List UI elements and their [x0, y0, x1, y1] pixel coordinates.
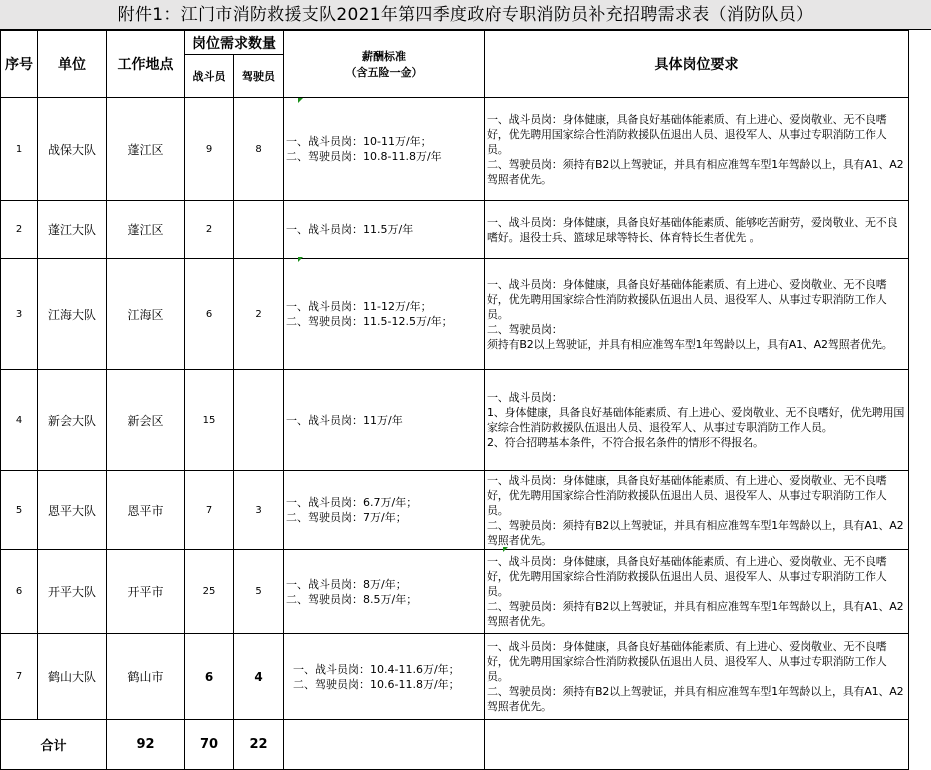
row-driver: 5: [234, 550, 284, 634]
totals-row: [1, 720, 909, 770]
cell-comment-marker: [298, 257, 303, 262]
row-index: 6: [1, 550, 38, 634]
totals-fighter: 70: [185, 720, 234, 770]
row-driver: 2: [234, 259, 284, 370]
row-location: 开平市: [107, 550, 185, 634]
row-index: 5: [1, 471, 38, 550]
table-row: [1, 259, 909, 370]
header-unit: 单位: [38, 31, 107, 98]
row-salary: 一、战斗员岗：10.4-11.6万/年； 二、驾驶员岗：10.6-11.8万/年；: [284, 634, 485, 720]
row-driver: 4: [234, 634, 284, 720]
row-index: 3: [1, 259, 38, 370]
row-fighter: 9: [185, 98, 234, 201]
row-unit: 开平大队: [38, 550, 107, 634]
row-salary: 一、战斗员岗：11-12万/年； 二、驾驶员岗：11.5-12.5万/年；: [284, 259, 485, 370]
row-driver: [234, 370, 284, 471]
row-unit: 战保大队: [38, 98, 107, 201]
row-fighter: 25: [185, 550, 234, 634]
header-row: [1, 31, 909, 55]
table-row: [1, 370, 909, 471]
row-location: 新会区: [107, 370, 185, 471]
header-location: 工作地点: [107, 31, 185, 98]
row-requirements: 一、战斗员岗：身体健康，具备良好基础体能素质、能够吃苦耐劳，爱岗敬业、无不良嗜好。退役士兵、篮球足球等特长、体育特长生者优先 。: [485, 201, 909, 259]
header-fighter: 战斗员: [185, 55, 234, 98]
row-index: 1: [1, 98, 38, 201]
row-salary: 一、战斗员岗：8万/年； 二、驾驶员岗：8.5万/年；: [284, 550, 485, 634]
table-row: [1, 634, 909, 720]
row-requirements: 一、战斗员岗：身体健康，具备良好基础体能素质、有上进心、爱岗敬业、无不良嗜好，优先聘用国家综合性消防救援队伍退出人员、退役军人、从事过专职消防工作人员。 二、驾驶员岗：须持有B2以上驾驶证，并具有相应准驾车型1年驾龄以上，具有A1、A2驾照者优先。: [485, 471, 909, 550]
row-location: 鹤山市: [107, 634, 185, 720]
header-positions: 岗位需求数量: [185, 31, 284, 55]
row-requirements: 一、战斗员岗：身体健康，具备良好基础体能素质、有上进心、爱岗敬业、无不良嗜好，优先聘用国家综合性消防救援队伍退出人员、退役军人、从事过专职消防工作人员。 二、驾驶员岗：须持有B2以上驾驶证，并具有相应准驾车型1年驾龄以上，具有A1、A2驾照者优先。: [485, 550, 909, 634]
row-unit: 新会大队: [38, 370, 107, 471]
cell-comment-marker: [503, 547, 508, 552]
row-unit: 鹤山大队: [38, 634, 107, 720]
row-requirements: 一、战斗员岗：身体健康，具备良好基础体能素质、有上进心、爱岗敬业、无不良嗜好，优先聘用国家综合性消防救援队伍退出人员、退役军人、从事过专职消防工作人员。 二、驾驶员岗：须持有B2以上驾驶证，并具有相应准驾车型1年驾龄以上，具有A1、A2驾照者优先。: [485, 98, 909, 201]
row-salary: 一、战斗员岗：11万/年: [284, 370, 485, 471]
totals-salary: [284, 720, 485, 770]
row-unit: 恩平大队: [38, 471, 107, 550]
table-row: [1, 201, 909, 259]
table-row: [1, 98, 909, 201]
header-salary: [284, 31, 485, 98]
header-salary-sub: （含五险一金）: [345, 66, 423, 79]
header-driver: 驾驶员: [234, 55, 284, 98]
row-fighter: 7: [185, 471, 234, 550]
header-index: 序号: [1, 31, 38, 98]
row-unit: 蓬江大队: [38, 201, 107, 259]
row-unit: 江海大队: [38, 259, 107, 370]
totals-location: 92: [107, 720, 185, 770]
table-row: [1, 471, 909, 550]
row-location: 蓬江区: [107, 201, 185, 259]
row-index: 2: [1, 201, 38, 259]
row-requirements: 一、战斗员岗： 1、身体健康，具备良好基础体能素质、有上进心、爱岗敬业、无不良嗜好，优先聘用国家综合性消防救援队伍退出人员、退役军人、从事过专职消防工作人员。 2、符合招聘基本条件，不符合报名条件的情形不得报名。: [485, 370, 909, 471]
row-location: 恩平市: [107, 471, 185, 550]
row-location: 蓬江区: [107, 98, 185, 201]
row-requirements: 一、战斗员岗：身体健康，具备良好基础体能素质、有上进心、爱岗敬业、无不良嗜好，优先聘用国家综合性消防救援队伍退出人员、退役军人、从事过专职消防工作人员。 二、驾驶员岗： 须持有B2以上驾驶证，并具有相应准驾车型1年驾龄以上，具有A1、A2驾照者优先。: [485, 259, 909, 370]
header-salary-title: 薪酬标准: [362, 50, 406, 63]
row-driver: 8: [234, 98, 284, 201]
row-location: 江海区: [107, 259, 185, 370]
row-index: 4: [1, 370, 38, 471]
row-salary: 一、战斗员岗：11.5万/年: [284, 201, 485, 259]
totals-label: 合计: [1, 720, 107, 770]
row-fighter: 6: [185, 634, 234, 720]
row-driver: 3: [234, 471, 284, 550]
row-salary: 一、战斗员岗：10-11万/年； 二、驾驶员岗：10.8-11.8万/年: [284, 98, 485, 201]
row-fighter: 6: [185, 259, 234, 370]
row-driver: [234, 201, 284, 259]
header-requirements: 具体岗位要求: [485, 31, 909, 98]
row-index: 7: [1, 634, 38, 720]
row-fighter: 15: [185, 370, 234, 471]
row-fighter: 2: [185, 201, 234, 259]
cell-comment-marker: [298, 98, 303, 103]
totals-driver: 22: [234, 720, 284, 770]
table-row: [1, 550, 909, 634]
document-title: 附件1：江门市消防救援支队2021年第四季度政府专职消防员补充招聘需求表（消防队员）: [0, 0, 931, 30]
row-salary: 一、战斗员岗：6.7万/年； 二、驾驶员岗：7万/年；: [284, 471, 485, 550]
totals-requirements: [485, 720, 909, 770]
recruitment-table: [0, 30, 909, 770]
row-requirements: 一、战斗员岗：身体健康，具备良好基础体能素质、有上进心、爱岗敬业、无不良嗜好，优先聘用国家综合性消防救援队伍退出人员、退役军人、从事过专职消防工作人员。 二、驾驶员岗：须持有B2以上驾驶证，并具有相应准驾车型1年驾龄以上，具有A1、A2驾照者优先。: [485, 634, 909, 720]
